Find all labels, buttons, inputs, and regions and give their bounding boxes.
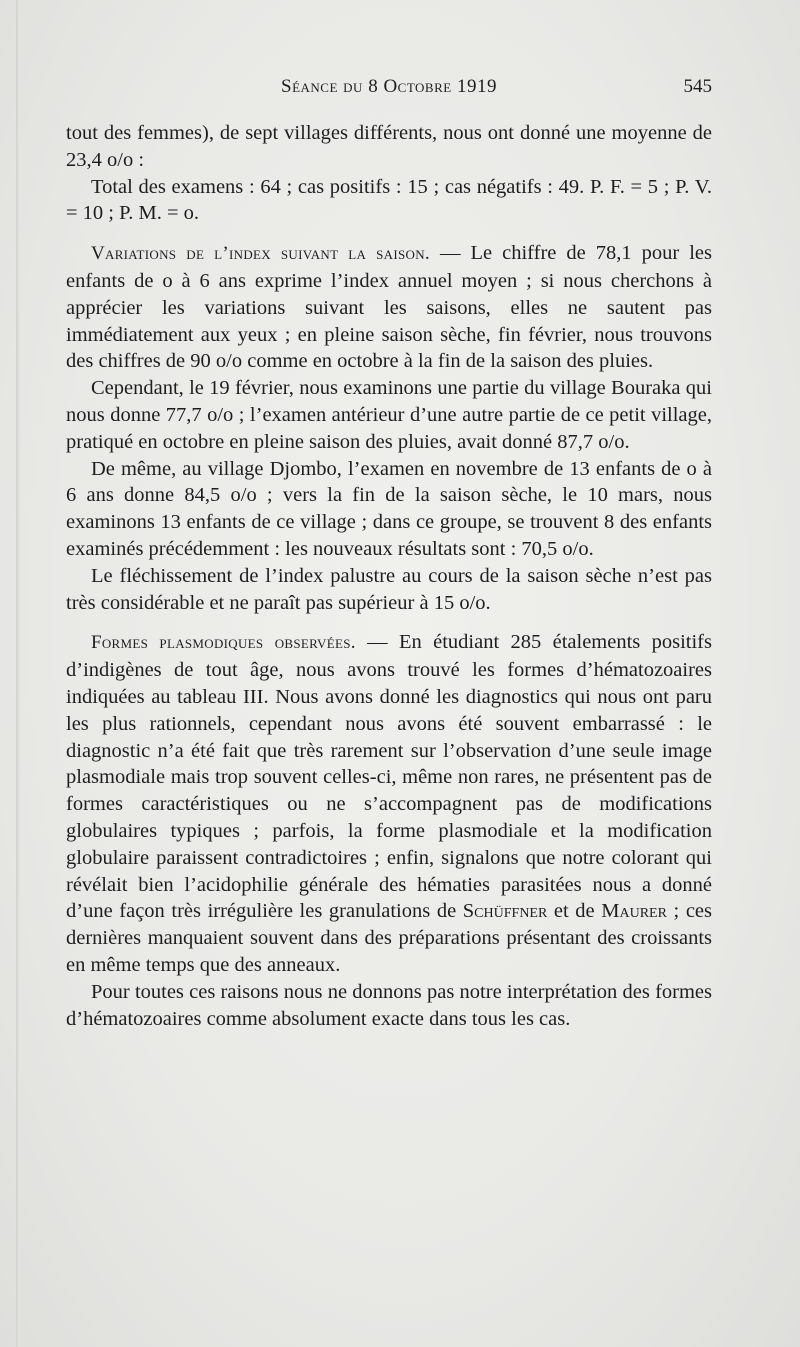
page-header <box>66 74 712 104</box>
body-text <box>66 120 712 1032</box>
paragraph-variations <box>66 240 712 375</box>
author-name-maurer: Maurer <box>601 900 667 923</box>
paragraph-djombo: De même, au village Djombo, l’examen en novembre de 13 enfants de o à 6 ans donne 84,5 o/o ; vers la fin de la saison sèche, le 10 mars, nous examinons 13 enfants de ce village ; dans ce groupe, se trouvent 8 des enfants examinés précédemment : les nouveaux résultats sont : 70,5 o/o. <box>66 457 712 560</box>
running-title: Séance du 8 Octobre 1919 <box>281 76 497 97</box>
paragraph-formes <box>66 629 712 978</box>
paragraph-flechissement: Le fléchissement de l’index palustre au cours de la saison sèche n’est pas très considérable et ne paraît pas supérieur à 15 o/o. <box>66 564 712 614</box>
paragraph-conclusion: Pour toutes ces raisons nous ne donnons pas notre interprétation des formes d’hématozoaires comme absolument exacte dans tous les cas. <box>66 980 712 1030</box>
page-gutter-shadow <box>16 0 20 1347</box>
paragraph-continuation: tout des femmes), de sept villages différents, nous ont donné une moyenne de 23,4 o/o : <box>66 122 712 171</box>
page-number: 545 <box>683 76 712 97</box>
paragraph-variations-text: — Le chiffre de 78,1 pour les enfants de o à 6 ans exprime l’index annuel moyen ; si nous cherchons à apprécier les variations suivant les saisons, elles ne sautent pas immédiatement aux yeux ; en pleine saison sèche, fin février, nous trouvons des chiffres de 90 o/o comme en octobre à la fin de la saison des pluies. <box>66 242 712 373</box>
paragraph-bouraka: Cependant, le 19 février, nous examinons une partie du village Bouraka qui nous donne 77,7 o/o ; l’examen antérieur d’une autre partie de ce petit village, pratiqué en octobre en pleine saison des pluies, avait donné 87,7 o/o. <box>66 377 712 453</box>
paragraph-totals: Total des examens : 64 ; cas positifs : 15 ; cas négatifs : 49. P. F. = 5 ; P. V. = 10 ; P. M. = o. <box>66 175 712 225</box>
paragraph-formes-text-a: — En étudiant 285 étalements positifs d’indigènes de tout âge, nous avons trouvé les formes d’hématozoaires indiquées au tableau III. Nous avons donné les diagnostics qui nous ont paru les plus rationnels, cependant nous avons été souvent embarrassé : le diagnostic n’a été fait que très rarement sur l’observation d’une seule image plasmodiale mais trop souvent celles-ci, même non rares, ne présentent pas de formes caractéristiques ou ne s’accompagnent pas de modifications globulaires typiques ; parfois, la forme plasmodiale et la modification globulaire paraissent contradictoires ; enfin, signalons que notre colorant qui révélait bien l’acidophilie générale des hématies parasitées nous a donné d’une façon très irrégulière les granulations de <box>66 631 712 923</box>
section-heading-formes: Formes plasmodiques observées. <box>91 632 356 654</box>
section-heading-variations: Variations de l’index suivant la saison. <box>91 243 430 265</box>
author-name-schuffner: Schüffner <box>462 900 548 923</box>
paragraph-formes-text-b: et de <box>547 900 602 923</box>
paragraph-formes-text-c: ; ces dernières manquaient souvent dans des préparations présentant des croissants en même temps que des anneaux. <box>66 900 712 976</box>
